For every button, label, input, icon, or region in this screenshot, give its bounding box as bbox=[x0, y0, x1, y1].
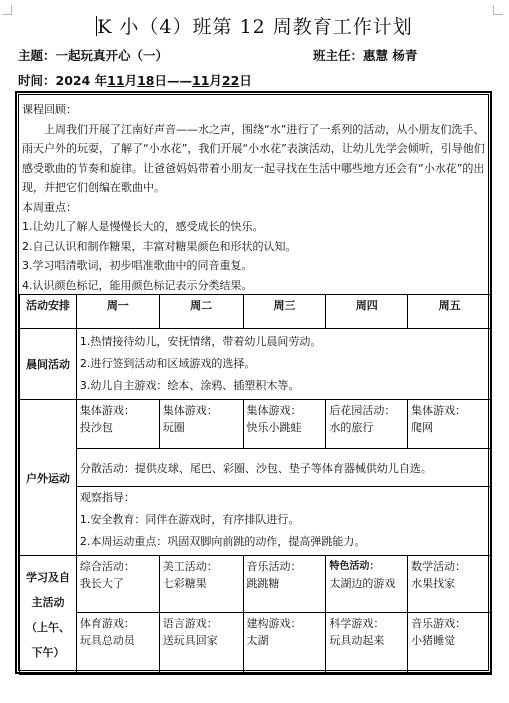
outdoor-scattered-row bbox=[20, 449, 492, 487]
study-activity-cell bbox=[159, 556, 243, 613]
game-kind: 体育游戏： bbox=[79, 617, 135, 630]
review-body: 上周我们开展了江南好声音——水之声，围绕“水”进行了一系列的活动，从小朋友们洗手、雨天户外的玩耍，了解了“小水花”，我们开展“小水花”表演活动，让幼儿先学会倾听，引导他们感受歌曲的节奏和旋律。让爸爸妈妈带着小朋友一起寻找在生活中哪些地方还会有“小水花”的出现，并把它们创编在歌曲中。 bbox=[22, 122, 485, 194]
activity-kind: 综合活动： bbox=[79, 560, 135, 573]
table-header-row bbox=[20, 295, 492, 329]
outdoor-game-cell bbox=[408, 400, 492, 449]
study-row-1 bbox=[20, 556, 492, 613]
morning-row bbox=[20, 329, 492, 400]
header-day: 周四 bbox=[326, 295, 408, 329]
day-word-2: 日 bbox=[239, 73, 252, 88]
game-name: 水的旅行 bbox=[329, 421, 374, 434]
game-name: 送玩具回家 bbox=[162, 634, 218, 647]
game-name: 小猪睡觉 bbox=[411, 634, 456, 647]
morning-line: 3.幼儿自主游戏：绘本、涂鸦、插塑积木等。 bbox=[79, 379, 300, 392]
outdoor-game-cell bbox=[159, 400, 243, 449]
focus-item: 3.学习唱清歌词，初步唱准歌曲中的同音重复。 bbox=[22, 259, 253, 272]
outdoor-games-row bbox=[20, 400, 492, 449]
outdoor-game-cell bbox=[326, 400, 408, 449]
morning-line: 2.进行签到活动和区域游戏的选择。 bbox=[79, 357, 256, 370]
game-kind: 科学游戏： bbox=[329, 617, 385, 630]
study-activity-cell bbox=[408, 556, 492, 613]
plan-table-inner bbox=[18, 94, 489, 671]
study-label-line: 学习及自 bbox=[25, 571, 70, 584]
study-game-cell bbox=[243, 613, 326, 675]
study-label-line: （上午、 bbox=[25, 621, 70, 634]
game-kind: 集体游戏： bbox=[246, 404, 302, 417]
game-kind: 集体游戏： bbox=[411, 404, 467, 417]
day-word: 日—— bbox=[154, 73, 192, 88]
game-name: 玩具动起来 bbox=[329, 634, 385, 647]
game-kind: 建构游戏： bbox=[246, 617, 302, 630]
activity-name: 太湖边的游戏 bbox=[329, 577, 396, 590]
study-label-line: 下午） bbox=[31, 646, 65, 659]
outdoor-game-cell bbox=[243, 400, 326, 449]
morning-line: 1.热情接待幼儿，安抚情绪，带着幼儿晨间劳动。 bbox=[79, 335, 322, 348]
game-kind: 后花园活动： bbox=[329, 404, 396, 417]
observe-heading: 观察指导： bbox=[79, 491, 135, 504]
study-row-2 bbox=[20, 613, 492, 675]
game-name: 玩具总动员 bbox=[79, 634, 135, 647]
study-game-cell bbox=[326, 613, 408, 675]
study-label bbox=[20, 556, 77, 675]
theme-line: 主题：一起玩真开心（一） bbox=[18, 48, 169, 63]
title-text: K 小（4）班第 12 周教育工作计划 bbox=[97, 16, 413, 38]
study-activity-cell bbox=[243, 556, 326, 613]
game-name: 太湖 bbox=[246, 634, 269, 647]
teacher-line: 班主任：惠慧 杨青 bbox=[313, 48, 418, 63]
review-heading: 课程回顾： bbox=[22, 103, 77, 116]
focus-heading: 本周重点： bbox=[22, 200, 77, 214]
header-day: 周五 bbox=[408, 295, 492, 329]
outdoor-observe-row bbox=[20, 487, 492, 556]
header-day: 周三 bbox=[243, 295, 326, 329]
game-kind: 集体游戏： bbox=[79, 404, 135, 417]
game-kind: 音乐游戏： bbox=[411, 617, 467, 630]
morning-label: 晨间活动 bbox=[20, 329, 77, 400]
document-title[interactable] bbox=[0, 12, 509, 39]
observe-line: 1.安全教育：同伴在游戏时，有序排队进行。 bbox=[79, 513, 300, 526]
observe-guidance bbox=[76, 487, 491, 556]
outdoor-label: 户外运动 bbox=[20, 400, 77, 556]
header-day: 周一 bbox=[76, 295, 159, 329]
game-name: 爬网 bbox=[411, 421, 434, 434]
start-day: 18 bbox=[137, 73, 155, 88]
activity-kind: 特色活动： bbox=[329, 561, 380, 572]
month-word: 月 bbox=[124, 73, 138, 88]
morning-content bbox=[76, 329, 491, 400]
plan-table-frame bbox=[15, 91, 492, 674]
outdoor-game-cell bbox=[76, 400, 159, 449]
study-game-cell bbox=[408, 613, 492, 675]
activity-name: 水果找家 bbox=[411, 577, 456, 590]
game-name: 快乐小跳蛙 bbox=[246, 421, 302, 434]
activity-name: 跳跳糖 bbox=[246, 577, 280, 590]
activity-name: 我长大了 bbox=[79, 577, 124, 590]
activity-kind: 音乐活动： bbox=[246, 560, 302, 573]
activity-kind: 美工活动： bbox=[162, 560, 218, 573]
study-game-cell bbox=[159, 613, 243, 675]
focus-item: 2.自己认识和制作糖果，丰富对糖果颜色和形状的认知。 bbox=[22, 239, 297, 253]
header-day: 周二 bbox=[159, 295, 243, 329]
study-activity-cell bbox=[76, 556, 159, 613]
activity-kind: 数学活动： bbox=[411, 560, 467, 573]
time-line bbox=[18, 71, 252, 89]
time-prefix: 时间：2024 年 bbox=[18, 73, 108, 88]
header-corner: 活动安排 bbox=[20, 295, 77, 329]
start-month: 11 bbox=[107, 73, 125, 88]
game-name: 玩圈 bbox=[162, 421, 185, 434]
schedule-table bbox=[19, 294, 492, 675]
focus-item: 4.认识颜色标记，能用颜色标记表示分类结果。 bbox=[22, 278, 253, 292]
end-day: 22 bbox=[221, 73, 240, 88]
game-kind: 集体游戏： bbox=[162, 404, 218, 417]
course-review-section bbox=[22, 100, 491, 295]
study-activity-cell bbox=[326, 556, 408, 613]
study-label-line: 主活动 bbox=[31, 596, 65, 609]
scattered-activity: 分散活动：提供皮球、尾巴、彩圈、沙包、垫子等体育器械供幼儿自选。 bbox=[76, 449, 491, 487]
month-word-2: 月 bbox=[209, 73, 222, 88]
study-game-cell bbox=[76, 613, 159, 675]
focus-item: 1.让幼儿了解人是慢慢长大的，感受成长的快乐。 bbox=[22, 220, 264, 233]
game-kind: 语言游戏： bbox=[162, 617, 218, 630]
observe-line: 2.本周运动重点：巩固双脚向前跳的动作，提高弹跳能力。 bbox=[79, 535, 366, 548]
end-month: 11 bbox=[192, 73, 210, 88]
activity-name: 七彩糖果 bbox=[162, 577, 207, 590]
game-name: 投沙包 bbox=[79, 421, 113, 434]
